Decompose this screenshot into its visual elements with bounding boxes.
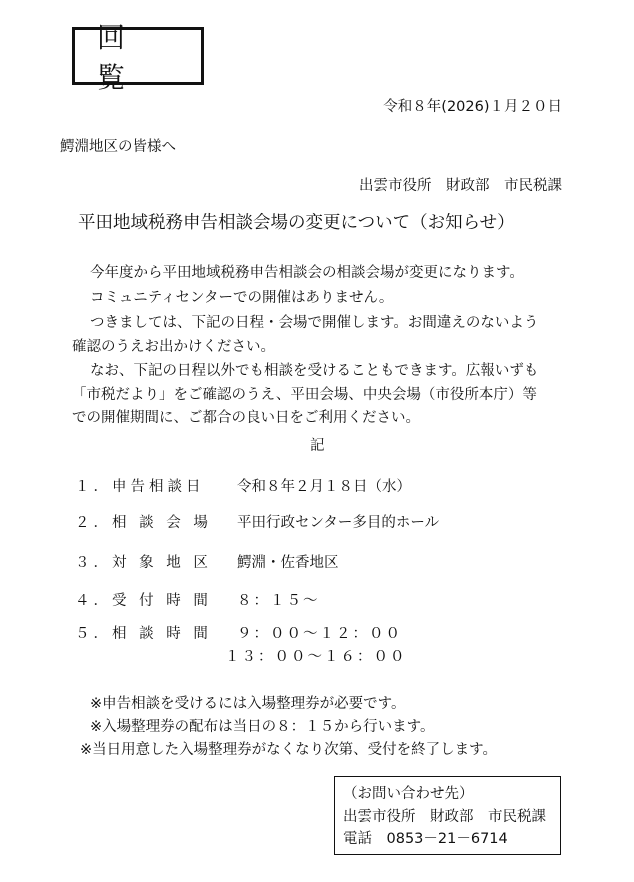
item-value: ８：１５～ [237, 593, 320, 609]
circulation-title: 回 覧 [72, 27, 204, 85]
body-line: 「市税だより」をご確認のうえ、平田会場、中央会場（市役所本庁）等 [72, 387, 537, 403]
item-value: 令和８年２月１８日（水） [237, 479, 411, 495]
item-label: ５．相 談 時 間 [75, 626, 212, 642]
item-value: 鰐淵・佐香地区 [237, 555, 339, 571]
item-label: １．申告相談日 [75, 479, 205, 495]
item-label: ３．対 象 地 区 [75, 555, 212, 571]
date: 令和８年(2026)１月２０日 [383, 99, 562, 115]
note: ※当日用意した入場整理券がなくなり次第、受付を終了します。 [80, 742, 497, 758]
body-line: コミュニティセンターでの開催はありません。 [90, 290, 394, 306]
item-value-2: １３：００～１６：００ [225, 649, 407, 665]
item-label: ２．相 談 会 場 [75, 515, 212, 531]
contact-office: 出雲市役所 財政部 市民税課 [343, 809, 546, 825]
item-value: ９：００～１２：００ [237, 626, 402, 642]
document-heading: 平田地域税務申告相談会場の変更について（お知らせ） [78, 213, 515, 233]
contact-phone: 電話 0853－21－6714 [343, 831, 508, 847]
contact-heading: （お問い合わせ先） [343, 786, 474, 802]
body-line: 今年度から平田地域税務申告相談会の相談会場が変更になります。 [90, 265, 524, 281]
body-line: での開催期間に、ご都合の良い日をご利用ください。 [72, 410, 420, 426]
body-line: つきましては、下記の日程・会場で開催します。お間違えのないよう [90, 315, 539, 331]
body-line: 確認のうえお出かけください。 [72, 339, 275, 355]
sender: 出雲市役所 財政部 市民税課 [359, 178, 562, 194]
note: ※申告相談を受けるには入場整理券が必要です。 [90, 696, 406, 712]
ki-marker: 記 [310, 438, 325, 454]
contact-box [334, 776, 561, 855]
note: ※入場整理券の配布は当日の８：１５から行います。 [90, 719, 435, 735]
addressee: 鰐淵地区の皆様へ [60, 139, 176, 155]
body-line: なお、下記の日程以外でも相談を受けることもできます。広報いずも [90, 363, 539, 379]
item-label: ４．受 付 時 間 [75, 593, 212, 609]
item-value: 平田行政センター多目的ホール [237, 515, 440, 531]
